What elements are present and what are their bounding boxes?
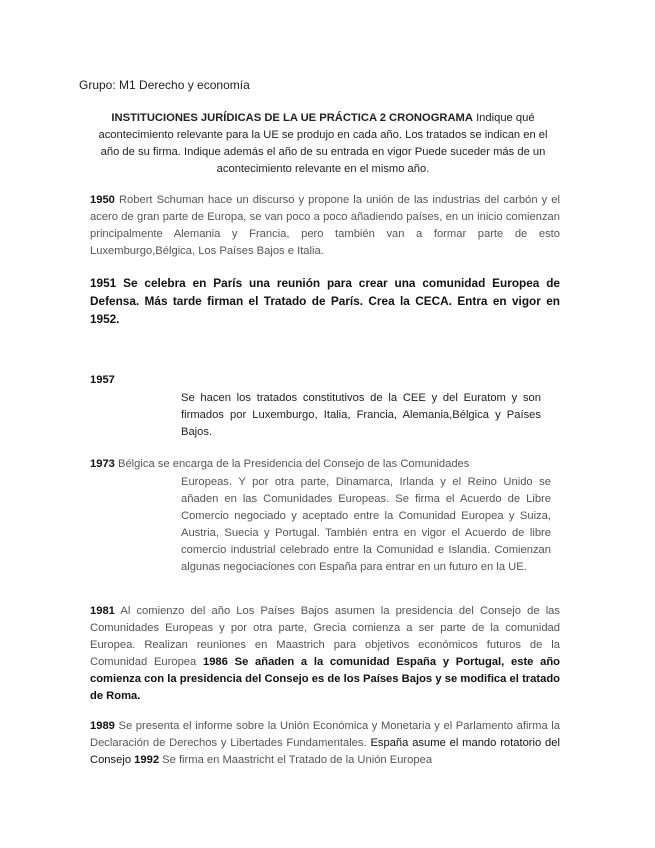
year-label: 1973 [90,458,115,470]
entry-text-highlight: España asume el mando rotatorio del Consejo [90,737,560,766]
entry-text: Robert Schuman hace un discurso y propone la unión de las industrias del carbón y el acero de gran parte de Europa, se van poco a poco añadiendo países, en un inicio comienzan principalmente Alemania y Francia, pero también van a formar parte de esto Luxemburgo,Bélgica, Los Países Bajos e Italia. [90,194,560,257]
year-label-1986: 1986 [202,656,228,668]
entry-text: Al comienzo del año Los Países Bajos asumen la presidencia del Consejo de las Comunidades Europeas y por otra parte, Grecia comienza a ser parte de la comunidad Europea. Realizan reuniones en Maastrich para objetivos económicos futuros de la Comunidad Europea [90,605,560,668]
entry-text-1992: Se firma en Maastricht el Tratado de la Unión Europea [159,754,433,766]
entry-text: Se celebra en París una reunión para crear una comunidad Europea de Defensa. Más tarde firman el Tratado de París. Crea la CECA. Entra en vigor en 1952. [90,276,560,326]
entry-1989 [90,718,560,769]
year-label: 1951 [90,276,117,290]
entry-text-1973-continued: Europeas. Y por otra parte, Dinamarca, Irlanda y el Reino Unido se añaden en las Comunidades Europeas. Se firma el Acuerdo de Libre Comercio negociado y aceptado entre la Comunidad Europea y Suiza, Austria, Suecia y Portugal. También entra en vigor el Acuerdo de libre comercio industrial celebrado entre la Comunidad e Islandia. Comienzan algunas negociaciones con España para entrar en un futuro en la UE. [181,476,551,573]
entry-text-1957: Se hacen los tratados constitutivos de la CEE y del Euratom y son firmados por Luxemburgo, Italia, Francia, Alemania,Bélgica y Países Bajos. [181,392,541,438]
heading-title: INSTITUCIONES JURÍDICAS DE LA UE PRÁCTICA 2 CRONOGRAMA [111,112,473,124]
year-label: 1981 [90,605,115,617]
year-label: 1950 [90,194,115,206]
entry-1950 [90,192,560,260]
year-label-1992: 1992 [134,754,160,766]
heading-instructions: Indique qué acontecimiento relevante para la UE se produjo en cada año. Los tratados se indican en el año de su firma. Indique además el año de su entrada en vigor Puede suceder más de un acontecimiento relevante en el mismo año. [98,112,548,175]
entry-1973 [90,456,560,473]
entry-text: Bélgica se encarga de la Presidencia del Consejo de las Comunidades [114,458,470,470]
entry-1981 [90,603,560,705]
year-label: 1989 [90,720,115,732]
group-label: Grupo: M1 Derecho y economía [79,78,250,92]
year-label-1957: 1957 [90,374,115,386]
entry-text-1986: Se añaden a la comunidad España y Portugal, este año comienza con la presidencia del Consejo es de los Países Bajos y se modifica el tratado de Roma. [90,656,561,702]
entry-text: Se presenta el informe sobre la Unión Económica y Monetaria y el Parlamento afirma la Declaración de Derechos y Libertades Fundamentales. [90,720,560,749]
document-heading [88,110,558,178]
entry-1951 [90,274,560,328]
